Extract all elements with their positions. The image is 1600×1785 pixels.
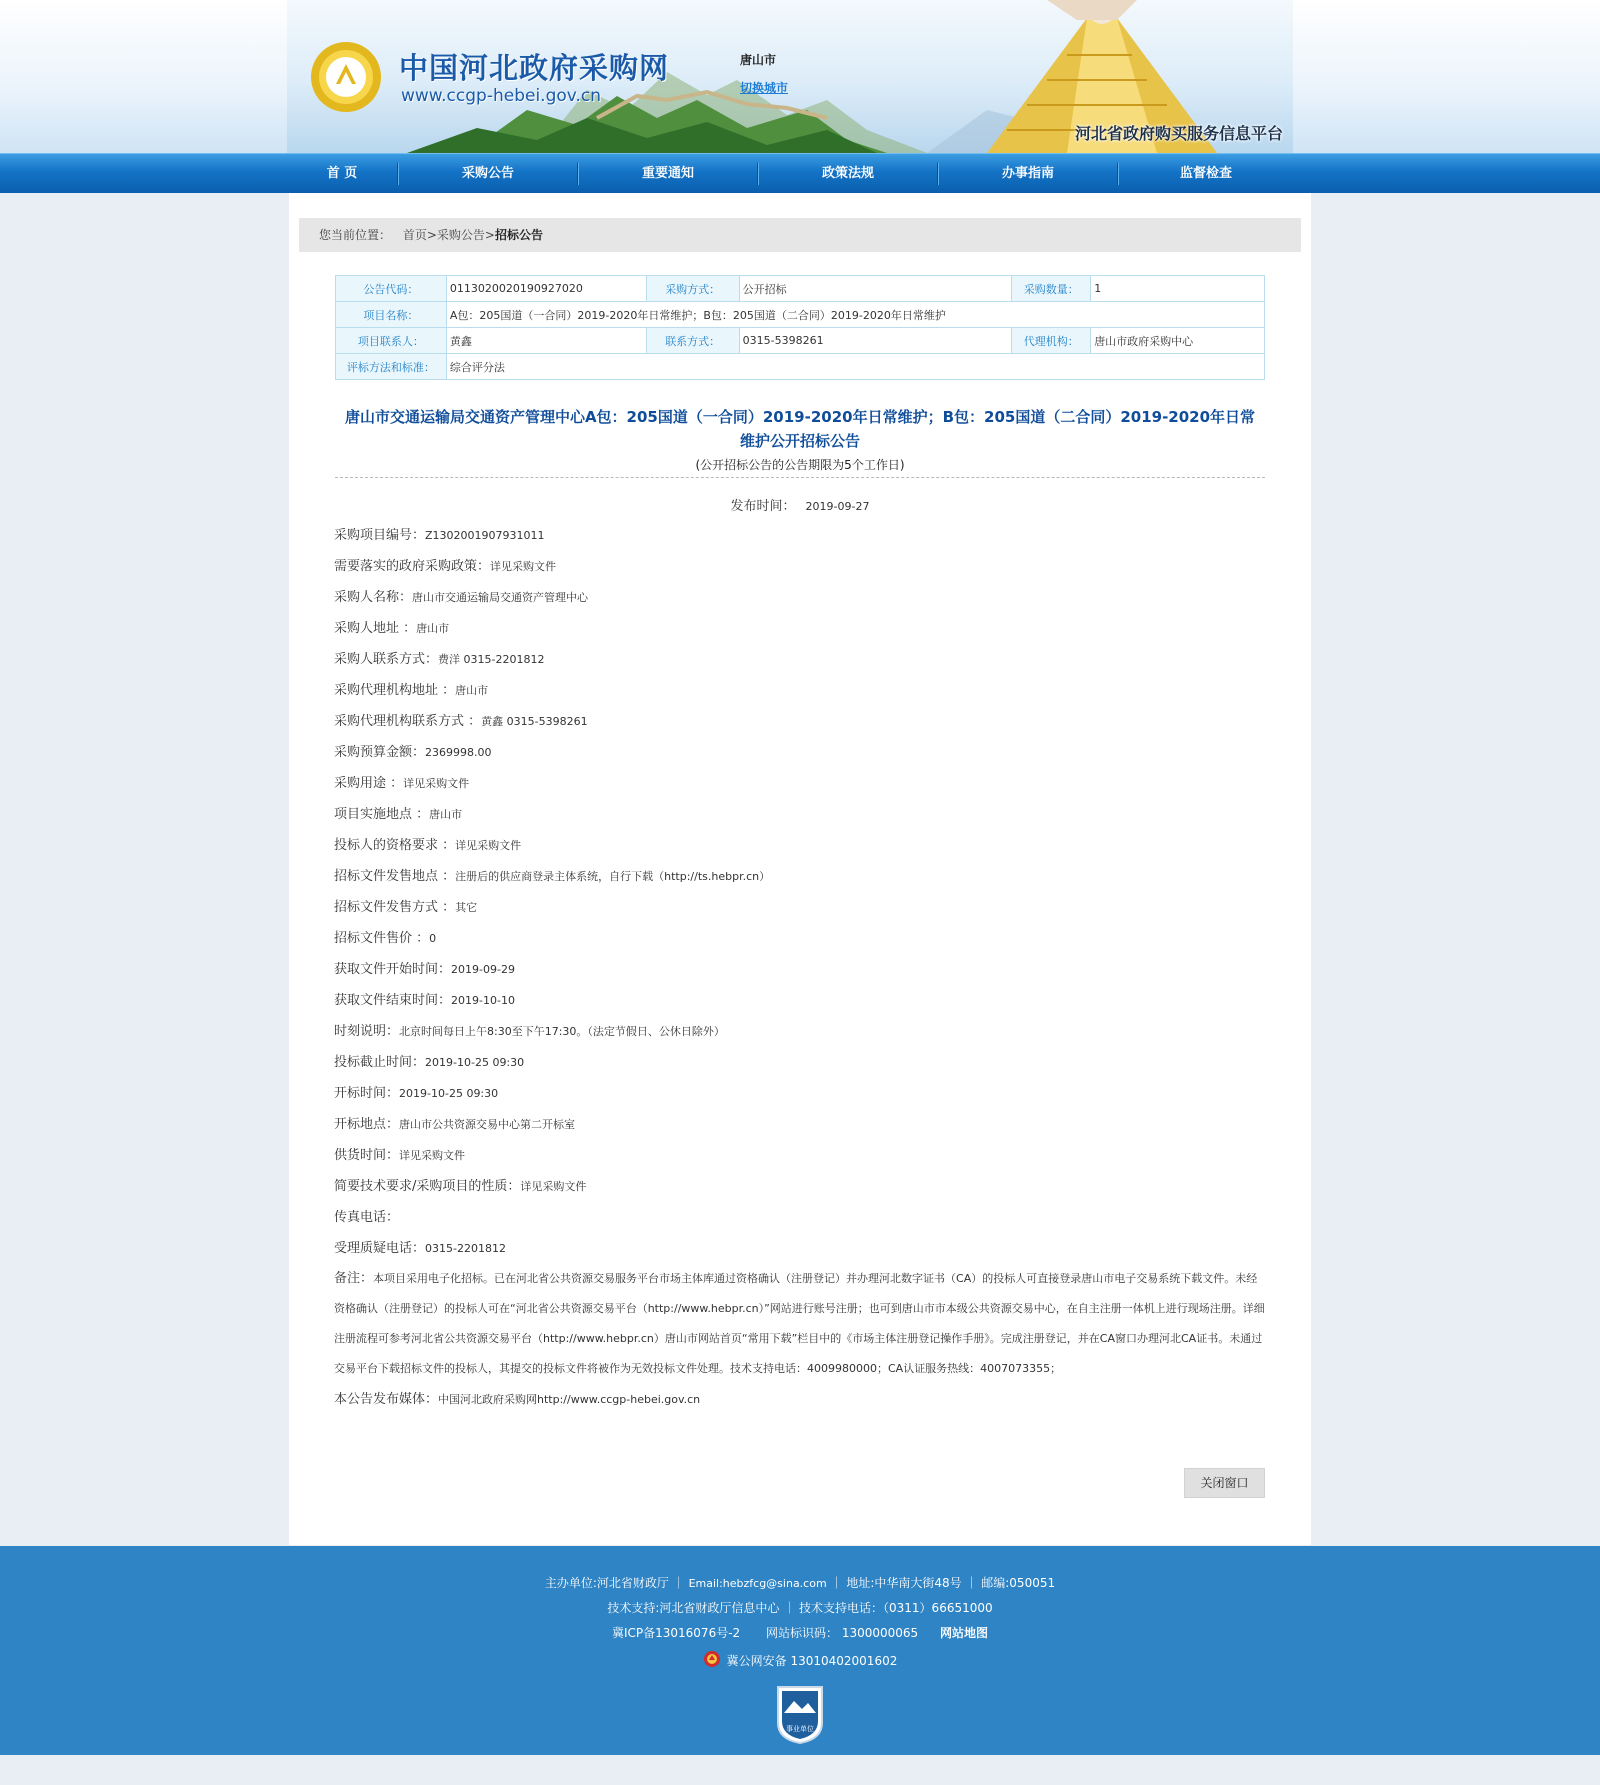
nav-important-notices[interactable]: 重要通知 (641, 166, 694, 181)
icp-number[interactable]: 冀ICP备13016076号-2 (611, 1626, 741, 1640)
field-label: 简要技术要求/采购项目的性质： (334, 1179, 521, 1194)
evaluation-label: 评标方法和标准： (336, 354, 447, 380)
field-row (334, 1171, 1266, 1202)
evaluation-value: 综合评分法 (446, 354, 1264, 380)
notice-title-line: 唐山市交通运输局交通资产管理中心A包：205国道（一合同）2019-2020年日常维护；B包：205国道（二合同）2019-2020年日常 (344, 408, 1256, 426)
nav-home[interactable]: 首 页 (326, 166, 358, 181)
field-value: 注册后的供应商登录主体系统，自行下载（http://ts.hebpr.cn） (455, 870, 771, 883)
remark-value: 本项目采用电子化招标。已在河北省公共资源交易服务平台市场主体库通过资格确认（注册登记）并办理河北数字证书（CA）的投标人可直接登录唐山市电子交易系统下载文件。未经资格确认（注册登记）的投标人可在“河北省公共资源交易平台（http://www.hebpr.cn）”网站进行账号注册；也可到唐山市市本级公共资源交易中心，在自主注册一体机上进行现场注册。详细注册流程可参考河北省公共资源交易平台（http://www.hebpr.cn）唐山市网站首页“常用下载”栏目中的《市场主体注册登记操作手册》。完成注册登记，并在CA窗口办理河北CA证书。未通过交易平台下载招标文件的投标人，其提交的投标文件将被作为无效投标文件处理。技术支持电话：4009980000；CA认证服务热线：4007073355； (334, 1272, 1265, 1375)
breadcrumb (299, 218, 1301, 252)
current-city: 唐山市 (740, 53, 777, 67)
field-value: 详见采购文件 (403, 777, 470, 790)
footer-address: ｜ 地址:中华南大街48号 ｜ 邮编:050051 (826, 1576, 1056, 1590)
field-label: 采购人地址 ： (334, 621, 417, 636)
nav-procurement-notices[interactable]: 采购公告 (461, 166, 514, 181)
page-footer (0, 1546, 1600, 1755)
breadcrumb-path[interactable]: 首页>采购公告> (402, 228, 495, 242)
publish-time-value: 2019-09-27 (805, 500, 870, 513)
field-label: 需要落实的政府采购政策： (334, 559, 491, 574)
field-row (334, 582, 1266, 613)
field-value: 2019-10-10 (451, 994, 515, 1007)
field-value: 2019-09-29 (451, 963, 515, 976)
field-value: 唐山市 (416, 622, 450, 635)
field-value: 北京时间每日上午8:30至下午17:30。（法定节假日、公休日除外） (399, 1025, 725, 1038)
field-label: 受理质疑电话： (334, 1241, 426, 1256)
field-value: 2019-10-25 09:30 (425, 1056, 525, 1069)
field-row (334, 706, 1266, 737)
page-header (0, 0, 1600, 153)
code-value: 0113020020190927020 (446, 276, 646, 302)
field-label: 招标文件发售方式 ： (334, 900, 456, 915)
notice-period: (公开招标公告的公告期限为5个工作日) (695, 458, 905, 472)
main-content (289, 193, 1311, 1545)
field-value: Z1302001907931011 (425, 529, 545, 542)
nav-policies[interactable]: 政策法规 (821, 166, 874, 181)
site-logo-icon (309, 40, 383, 114)
field-row (334, 954, 1266, 985)
platform-name: 河北省政府购买服务信息平台 (1074, 124, 1283, 143)
field-row (334, 551, 1266, 582)
media-value: 中国河北政府采购网http://www.ccgp-hebei.gov.cn (438, 1393, 701, 1406)
field-value: 2019-10-25 09:30 (399, 1087, 499, 1100)
header-banner (287, 0, 1293, 153)
agency-value: 唐山市政府采购中心 (1091, 328, 1265, 354)
close-window-button[interactable]: 关闭窗口 (1184, 1468, 1265, 1498)
table-row (336, 302, 1265, 328)
field-value: 唐山市 (429, 808, 463, 821)
field-value: 唐山市交通运输局交通资产管理中心 (412, 591, 589, 604)
footer-contact-line (0, 1574, 1600, 1591)
field-row (334, 520, 1266, 551)
media-label: 本公告发布媒体： (334, 1392, 439, 1407)
field-label: 采购项目编号： (334, 528, 426, 543)
field-value: 唐山市 (455, 684, 489, 697)
field-value: 唐山市公共资源交易中心第二开标室 (399, 1118, 576, 1131)
quantity-label: 采购数量： (1012, 276, 1091, 302)
field-label: 供货时间： (334, 1148, 400, 1163)
field-value: 详见采购文件 (490, 560, 557, 573)
field-row (334, 861, 1266, 892)
method-value: 公开招标 (739, 276, 1012, 302)
field-value: 详见采购文件 (399, 1149, 466, 1162)
field-label: 开标地点： (334, 1117, 400, 1132)
site-id: 网站标识码： 1300000065 (766, 1626, 919, 1640)
site-title: 中国河北政府采购网 (399, 51, 670, 85)
field-row (334, 675, 1266, 706)
remark (334, 1264, 1266, 1384)
project-label: 项目名称： (336, 302, 447, 328)
breadcrumb-prefix: 您当前位置： (319, 228, 392, 242)
field-value: 2369998.00 (425, 746, 492, 759)
footer-sponsor: 主办单位:河北省财政厅 ｜ (544, 1576, 689, 1590)
method-label: 采购方式： (646, 276, 739, 302)
field-label: 投标截止时间： (334, 1055, 426, 1070)
project-value: A包：205国道（一合同）2019-2020年日常维护；B包：205国道（二合同）2019-2020年日常维护 (446, 302, 1264, 328)
notice-title (335, 405, 1265, 453)
notice-fields (334, 520, 1266, 1415)
institution-badge-icon[interactable] (774, 1683, 826, 1745)
breadcrumb-current: 招标公告 (494, 228, 543, 242)
field-row (334, 737, 1266, 768)
field-label: 采购预算金额： (334, 745, 426, 760)
police-badge-icon (703, 1650, 721, 1668)
field-value: 详见采购文件 (455, 839, 522, 852)
field-label: 采购人联系方式： (334, 652, 439, 667)
field-row (334, 799, 1266, 830)
field-row (334, 1047, 1266, 1078)
footer-icp-line (0, 1624, 1600, 1641)
field-value: 0 (429, 932, 437, 945)
table-row (336, 276, 1265, 302)
field-label: 获取文件结束时间： (334, 993, 452, 1008)
field-row (334, 644, 1266, 675)
field-value: 费洋 0315-2201812 (438, 653, 545, 666)
code-label: 公告代码： (336, 276, 447, 302)
field-value: 其它 (455, 901, 478, 914)
field-row (334, 923, 1266, 954)
media-row (334, 1384, 1266, 1415)
quantity-value: 1 (1091, 276, 1265, 302)
field-label: 采购代理机构联系方式 ： (334, 714, 482, 729)
field-label: 项目实施地点 ： (334, 807, 430, 822)
field-row (334, 613, 1266, 644)
field-label: 采购代理机构地址 ： (334, 683, 456, 698)
table-row (336, 354, 1265, 380)
field-label: 采购用途 ： (334, 776, 404, 791)
field-label: 获取文件开始时间： (334, 962, 452, 977)
contact-method-label: 联系方式： (646, 328, 739, 354)
field-label: 招标文件发售地点 ： (334, 869, 456, 884)
contact-value: 黄鑫 (446, 328, 646, 354)
contact-label: 项目联系人： (336, 328, 447, 354)
field-row (334, 1140, 1266, 1171)
publish-time (335, 495, 1265, 514)
main-nav (0, 153, 1600, 193)
field-row (334, 985, 1266, 1016)
remark-label: 备注： (334, 1271, 374, 1286)
field-row (334, 1078, 1266, 1109)
site-url: www.ccgp-hebei.gov.cn (401, 86, 602, 106)
field-row (334, 1109, 1266, 1140)
footer-support-line: 技术支持:河北省财政厅信息中心 ｜ 技术支持电话：（0311）66651000 (607, 1601, 993, 1615)
divider (335, 477, 1265, 478)
field-row (334, 892, 1266, 923)
field-label: 采购人名称： (334, 590, 413, 605)
footer-police-line (0, 1650, 1600, 1669)
table-row (336, 328, 1265, 354)
field-row (334, 830, 1266, 861)
field-label: 开标时间： (334, 1086, 400, 1101)
notice-title-line: 维护公开招标公告 (739, 432, 860, 450)
badge-label: 事业单位 (786, 1725, 814, 1733)
footer-email: Email:hebzfcg@sina.com (688, 1577, 827, 1590)
agency-label: 代理机构： (1012, 328, 1091, 354)
field-row (334, 1202, 1266, 1233)
field-label: 传真电话： (334, 1210, 400, 1225)
field-label: 投标人的资格要求 ： (334, 838, 456, 853)
switch-city-link[interactable]: 切换城市 (740, 81, 789, 95)
field-label: 招标文件售价 ： (334, 931, 430, 946)
field-label: 时刻说明： (334, 1024, 400, 1039)
field-value: 详见采购文件 (520, 1180, 587, 1193)
nav-service-guide[interactable]: 办事指南 (1001, 166, 1054, 181)
police-record[interactable]: 冀公网安备 13010402001602 (726, 1654, 898, 1668)
notice-info-table (335, 275, 1265, 380)
field-value: 黄鑫 0315-5398261 (481, 715, 588, 728)
field-row (334, 1233, 1266, 1264)
sitemap-link[interactable]: 网站地图 (940, 1626, 989, 1640)
contact-method-value: 0315-5398261 (739, 328, 1012, 354)
publish-time-label: 发布时间： (730, 499, 796, 514)
field-row (334, 1016, 1266, 1047)
field-row (334, 768, 1266, 799)
nav-supervision[interactable]: 监督检查 (1179, 166, 1232, 181)
field-value: 0315-2201812 (425, 1242, 506, 1255)
